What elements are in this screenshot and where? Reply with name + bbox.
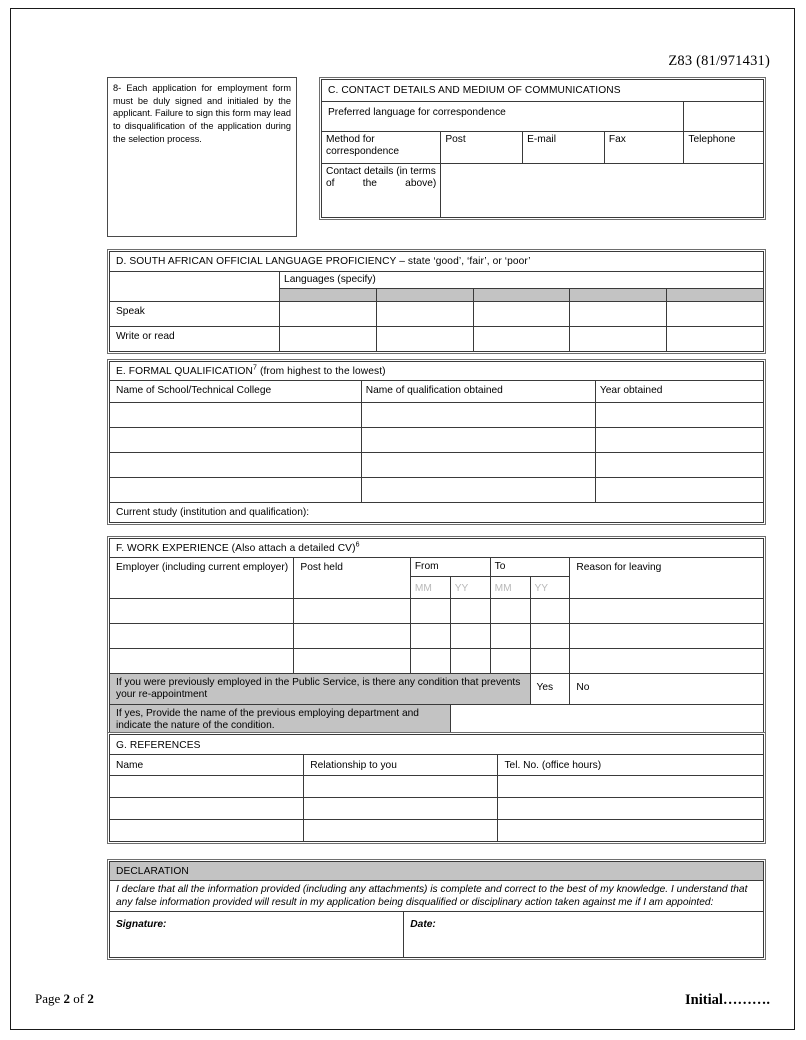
col-employer: Employer (including current employer) bbox=[110, 558, 294, 598]
section-g-title: G. REFERENCES bbox=[110, 735, 764, 755]
section-f-title bbox=[110, 539, 764, 558]
language-input-3[interactable] bbox=[473, 289, 570, 302]
col-year-obtained: Year obtained bbox=[595, 381, 763, 403]
method-telephone: Telephone bbox=[684, 132, 764, 164]
g-tel-1[interactable] bbox=[498, 776, 764, 798]
f-from-yy-3[interactable] bbox=[450, 648, 490, 673]
document-page bbox=[10, 8, 795, 1030]
g-name-2[interactable] bbox=[110, 798, 304, 820]
f-reason-2[interactable] bbox=[570, 623, 764, 648]
e-qual-3[interactable] bbox=[361, 453, 595, 478]
table-row bbox=[110, 648, 764, 673]
declaration-text-row bbox=[110, 881, 764, 912]
language-input-5[interactable] bbox=[667, 289, 764, 302]
public-service-no-option[interactable]: No bbox=[570, 673, 764, 704]
date-field[interactable] bbox=[404, 912, 764, 958]
form-code-label: Z83 (81/971431) bbox=[668, 53, 770, 69]
page-sheet bbox=[11, 9, 796, 1031]
to-yy-placeholder: YY bbox=[530, 576, 570, 598]
preferred-language-row bbox=[322, 102, 764, 132]
section-f bbox=[107, 536, 766, 738]
e-school-1[interactable] bbox=[110, 403, 362, 428]
g-relationship-2[interactable] bbox=[304, 798, 498, 820]
method-row bbox=[322, 132, 764, 164]
section-e-table bbox=[109, 361, 764, 523]
speak-value-4[interactable] bbox=[570, 302, 667, 327]
if-yes-input[interactable] bbox=[450, 704, 763, 735]
public-service-question-row bbox=[110, 673, 764, 704]
method-email: E-mail bbox=[523, 132, 605, 164]
footer-page-total: 2 bbox=[87, 991, 94, 1006]
g-tel-3[interactable] bbox=[498, 820, 764, 842]
col-post-held: Post held bbox=[294, 558, 410, 598]
write-read-label: Write or read bbox=[110, 327, 280, 352]
write-read-row bbox=[110, 327, 764, 352]
section-e bbox=[107, 359, 766, 525]
section-g-title-row bbox=[110, 735, 764, 755]
note-box bbox=[107, 77, 297, 237]
signature-field[interactable] bbox=[110, 912, 404, 958]
section-f-table bbox=[109, 538, 764, 736]
speak-row bbox=[110, 302, 764, 327]
from-mm-placeholder: MM bbox=[410, 576, 450, 598]
f-to-mm-2[interactable] bbox=[490, 623, 530, 648]
f-post-3[interactable] bbox=[294, 648, 410, 673]
section-f-header-row-1 bbox=[110, 558, 764, 576]
language-input-2[interactable] bbox=[376, 289, 473, 302]
section-d-title-row bbox=[110, 252, 764, 272]
section-c-frame bbox=[319, 77, 766, 220]
section-c bbox=[319, 77, 766, 220]
f-from-mm-3[interactable] bbox=[410, 648, 450, 673]
to-mm-placeholder: MM bbox=[490, 576, 530, 598]
e-qual-1[interactable] bbox=[361, 403, 595, 428]
write-read-value-1[interactable] bbox=[280, 327, 377, 352]
current-study-row bbox=[110, 503, 764, 522]
f-employer-2[interactable] bbox=[110, 623, 294, 648]
section-g-header-row bbox=[110, 755, 764, 776]
table-row bbox=[110, 598, 764, 623]
signature-row bbox=[110, 912, 764, 958]
table-row bbox=[110, 776, 764, 798]
contact-details-label: Contact details (in terms of the above) bbox=[322, 164, 441, 218]
public-service-yes-option[interactable]: Yes bbox=[530, 673, 570, 704]
speak-label: Speak bbox=[110, 302, 280, 327]
e-school-2[interactable] bbox=[110, 428, 362, 453]
speak-value-3[interactable] bbox=[473, 302, 570, 327]
footer-initial-field[interactable]: Initial………. bbox=[685, 992, 770, 1008]
section-d-title: D. SOUTH AFRICAN OFFICIAL LANGUAGE PROFICIENCY – state ‘good’, ‘fair’, or ‘poor’ bbox=[110, 252, 764, 272]
e-qual-2[interactable] bbox=[361, 428, 595, 453]
declaration-title-row bbox=[110, 862, 764, 881]
g-relationship-1[interactable] bbox=[304, 776, 498, 798]
section-c-table bbox=[321, 79, 764, 218]
speak-value-1[interactable] bbox=[280, 302, 377, 327]
section-c-title-row bbox=[322, 80, 764, 102]
declaration-text: I declare that all the information provided (including any attachments) is complete and correct to the best of my knowledge. I understand that any false information provided will result in my application being disqualified or disciplinary action taken against me if I am appointed: bbox=[110, 881, 764, 912]
declaration-frame bbox=[107, 859, 766, 960]
section-e-title bbox=[110, 362, 764, 381]
note-box-text: 8- Each application for employment form must be duly signed and initialed by the applicant. Failure to sign this form may lead to disqualification of the application during the selection process. bbox=[113, 83, 291, 144]
declaration-title: DECLARATION bbox=[110, 862, 764, 881]
contact-details-input[interactable] bbox=[441, 164, 764, 218]
section-e-header-row bbox=[110, 381, 764, 403]
section-e-frame bbox=[107, 359, 766, 525]
col-qualification-name: Name of qualification obtained bbox=[361, 381, 595, 403]
f-from-yy-1[interactable] bbox=[450, 598, 490, 623]
e-qual-4[interactable] bbox=[361, 478, 595, 503]
f-from-mm-2[interactable] bbox=[410, 623, 450, 648]
footer-page-number bbox=[35, 991, 94, 1007]
f-from-yy-2[interactable] bbox=[450, 623, 490, 648]
write-read-value-3[interactable] bbox=[473, 327, 570, 352]
f-to-yy-3[interactable] bbox=[530, 648, 570, 673]
col-reason-for-leaving: Reason for leaving bbox=[570, 558, 764, 598]
section-g-table bbox=[109, 734, 764, 842]
current-study-label[interactable]: Current study (institution and qualification): bbox=[110, 503, 764, 522]
f-employer-1[interactable] bbox=[110, 598, 294, 623]
table-row bbox=[110, 453, 764, 478]
col-from: From bbox=[410, 558, 490, 576]
section-f-frame bbox=[107, 536, 766, 738]
col-telephone: Tel. No. (office hours) bbox=[498, 755, 764, 776]
if-yes-row bbox=[110, 704, 764, 735]
f-post-2[interactable] bbox=[294, 623, 410, 648]
declaration-table bbox=[109, 861, 764, 958]
speak-value-5[interactable] bbox=[667, 302, 764, 327]
col-to: To bbox=[490, 558, 570, 576]
f-to-yy-2[interactable] bbox=[530, 623, 570, 648]
footer-page-of: of bbox=[70, 991, 88, 1006]
f-reason-1[interactable] bbox=[570, 598, 764, 623]
table-row bbox=[110, 623, 764, 648]
language-input-1[interactable] bbox=[280, 289, 377, 302]
from-yy-placeholder: YY bbox=[450, 576, 490, 598]
languages-header-row bbox=[110, 272, 764, 289]
section-d-frame bbox=[107, 249, 766, 354]
col-school-name: Name of School/Technical College bbox=[110, 381, 362, 403]
f-reason-3[interactable] bbox=[570, 648, 764, 673]
declaration-section bbox=[107, 859, 766, 960]
f-employer-3[interactable] bbox=[110, 648, 294, 673]
f-to-mm-3[interactable] bbox=[490, 648, 530, 673]
g-name-1[interactable] bbox=[110, 776, 304, 798]
f-from-mm-1[interactable] bbox=[410, 598, 450, 623]
signature-label: Signature: bbox=[116, 919, 167, 931]
method-fax: Fax bbox=[604, 132, 684, 164]
preferred-language-label: Preferred language for correspondence bbox=[322, 102, 684, 132]
section-f-title-footnote: 6 bbox=[355, 541, 360, 549]
footer-page-current: 2 bbox=[63, 991, 71, 1006]
e-year-3[interactable] bbox=[595, 453, 763, 478]
f-to-mm-1[interactable] bbox=[490, 598, 530, 623]
section-e-title-main: E. FORMAL QUALIFICATION bbox=[116, 366, 254, 377]
language-input-4[interactable] bbox=[570, 289, 667, 302]
e-year-1[interactable] bbox=[595, 403, 763, 428]
section-g-frame bbox=[107, 732, 766, 844]
contact-details-row bbox=[322, 164, 764, 218]
section-e-title-tail: (from highest to the lowest) bbox=[257, 366, 386, 377]
table-row bbox=[110, 403, 764, 428]
method-post: Post bbox=[441, 132, 523, 164]
languages-header: Languages (specify) bbox=[280, 272, 764, 289]
public-service-question: If you were previously employed in the Public Service, is there any condition that prevents your re-appointment bbox=[110, 673, 531, 704]
section-e-title-row bbox=[110, 362, 764, 381]
g-relationship-3[interactable] bbox=[304, 820, 498, 842]
g-tel-2[interactable] bbox=[498, 798, 764, 820]
table-row bbox=[110, 478, 764, 503]
col-reference-name: Name bbox=[110, 755, 304, 776]
section-c-title: C. CONTACT DETAILS AND MEDIUM OF COMMUNICATIONS bbox=[322, 80, 764, 102]
speak-value-2[interactable] bbox=[376, 302, 473, 327]
section-d-table bbox=[109, 251, 764, 352]
write-read-value-5[interactable] bbox=[667, 327, 764, 352]
section-d-corner-cell bbox=[110, 272, 280, 302]
e-school-4[interactable] bbox=[110, 478, 362, 503]
footer-page-prefix: Page bbox=[35, 991, 64, 1006]
section-f-title-main: F. WORK EXPERIENCE (Also attach a detailed CV) bbox=[116, 543, 356, 554]
g-name-3[interactable] bbox=[110, 820, 304, 842]
col-relationship: Relationship to you bbox=[304, 755, 498, 776]
table-row bbox=[110, 820, 764, 842]
if-yes-question: If yes, Provide the name of the previous employing department and indicate the nature of the condition. bbox=[110, 704, 451, 735]
write-read-value-4[interactable] bbox=[570, 327, 667, 352]
f-to-yy-1[interactable] bbox=[530, 598, 570, 623]
section-d bbox=[107, 249, 766, 354]
write-read-value-2[interactable] bbox=[376, 327, 473, 352]
e-school-3[interactable] bbox=[110, 453, 362, 478]
f-post-1[interactable] bbox=[294, 598, 410, 623]
section-g bbox=[107, 732, 766, 844]
date-label: Date: bbox=[410, 919, 436, 931]
e-year-2[interactable] bbox=[595, 428, 763, 453]
method-label: Method for correspondence bbox=[322, 132, 441, 164]
table-row bbox=[110, 428, 764, 453]
table-row bbox=[110, 798, 764, 820]
section-e-title-footnote: 7 bbox=[253, 364, 258, 372]
preferred-language-input[interactable] bbox=[684, 102, 764, 132]
section-f-title-row bbox=[110, 539, 764, 558]
e-year-4[interactable] bbox=[595, 478, 763, 503]
